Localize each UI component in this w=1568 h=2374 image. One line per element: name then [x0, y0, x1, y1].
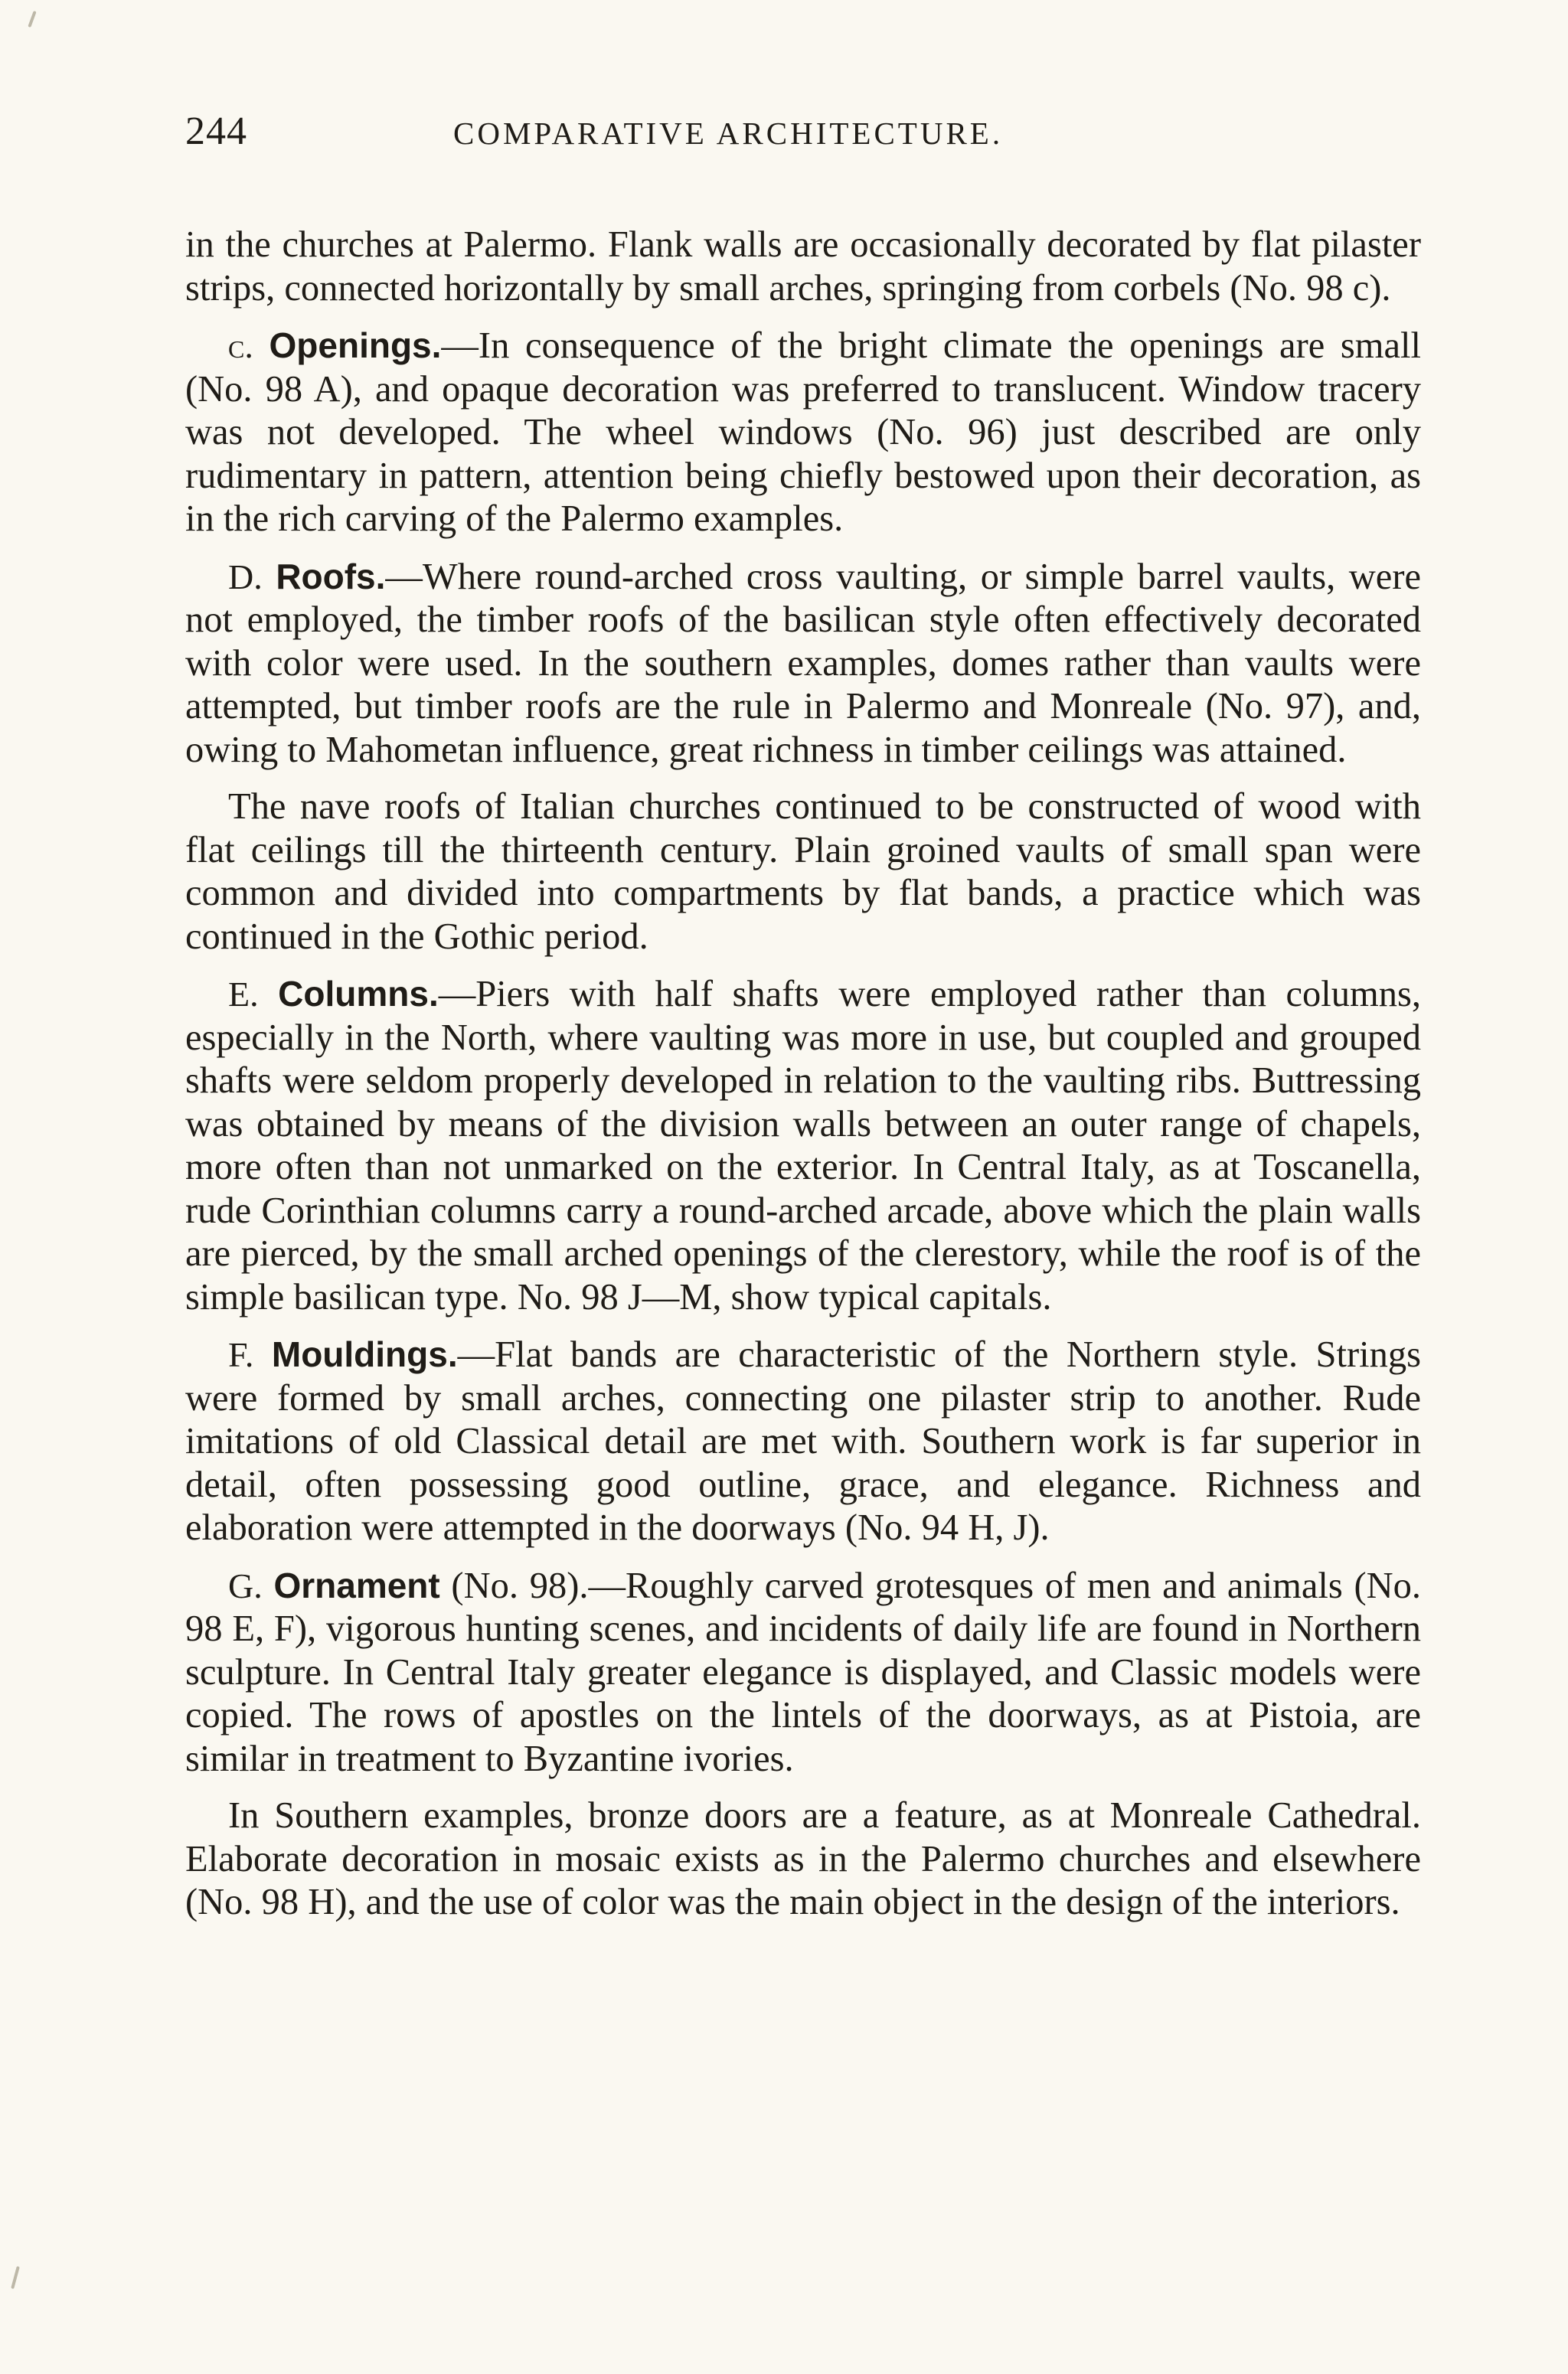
- section-heading: Openings.: [269, 325, 442, 365]
- page-header: [185, 109, 1421, 170]
- section-letter: E.: [228, 975, 259, 1014]
- paper-mark-top: [28, 11, 36, 28]
- section-openings: [185, 324, 1421, 541]
- section-letter: F.: [228, 1335, 254, 1374]
- section-letter: c.: [228, 326, 253, 365]
- book-page: [185, 109, 1421, 1938]
- section-letter: G.: [228, 1566, 263, 1605]
- paragraph-text: in the churches at Palermo. Flank walls are occasionally decorated by flat pilaster strips, connected horizontally by small arches, springing from corbels (No. 98 c).: [185, 224, 1421, 309]
- section-heading: Columns.: [278, 974, 439, 1014]
- section-heading: Ornament: [273, 1565, 440, 1605]
- section-heading: Roofs.: [276, 556, 386, 596]
- paragraph-text: In Southern examples, bronze doors are a feature, as at Monreale Cathedral. Elaborate decoration in mosaic exists as in the Palermo churches and elsewhere (No. 98 H), and the use of color was the main object in the design of the interiors.: [185, 1795, 1421, 1922]
- section-roofs: [185, 555, 1421, 772]
- section-text: —In consequence of the bright climate the openings are small (No. 98 A), and opaque decoration was preferred to translucent. Window tracery was not developed. The wheel windows (No. 96) just described are only rudimentary in pattern, attention being chiefly bestowed upon their decoration, as in the rich carving of the Palermo examples.: [185, 325, 1421, 539]
- paragraph-text: The nave roofs of Italian churches continued to be constructed of wood with flat ceilings till the thirteenth century. Plain groined vaults of small span were common and divided into compartments by flat bands, a practice which was continued in the Gothic period.: [185, 786, 1421, 957]
- section-mouldings: [185, 1333, 1421, 1550]
- section-text: —Piers with half shafts were employed rather than columns, especially in the North, where vaulting was more in use, but coupled and grouped shafts were seldom properly developed in relation to the vaulting ribs. Buttressing was obtained by means of the division walls between an outer range of chapels, more often than not unmarked on the exterior. In Central Italy, as at Toscanella, rude Corinthian columns carry a round-arched arcade, above which the plain walls are pierced, by the small arched openings of the clerestory, while the roof is of the simple basilican type. No. 98 J—M, show typical capitals.: [185, 974, 1421, 1318]
- section-text: (No. 98).—Roughly carved grotesques of men and animals (No. 98 E, F), vigorous hunting scenes, and incidents of daily life are found in Northern sculpture. In Central Italy greater elegance is displayed, and Classic models were copied. The rows of apostles on the lintels of the doorways, as at Pistoia, are similar in treatment to Byzantine ivories.: [185, 1565, 1421, 1779]
- paragraph-flank-walls: [185, 224, 1421, 310]
- section-ornament: [185, 1564, 1421, 1781]
- running-title: COMPARATIVE ARCHITECTURE.: [453, 116, 1004, 151]
- section-letter: D.: [228, 557, 263, 596]
- page-number: 244: [185, 109, 247, 153]
- paper-mark-bottom: [11, 2266, 20, 2289]
- section-text: —Where round-arched cross vaulting, or simple barrel vaults, were not employed, the timber roofs of the basilican style often effectively decorated with color were used. In the southern examples, domes rather than vaults were attempted, but timber roofs are the rule in Palermo and Monreale (No. 97), and, owing to Mahometan influence, great richness in timber ceilings was attained.: [185, 556, 1422, 770]
- section-columns: [185, 972, 1421, 1319]
- paragraph-southern-examples: [185, 1794, 1421, 1925]
- section-text: —Flat bands are characteristic of the Northern style. Strings were formed by small arches, connecting one pilaster strip to another. Rude imitations of old Classical detail are met with. Southern work is far superior in detail, often possessing good outline, grace, and elegance. Richness and elaboration were attempted in the doorways (No. 94 H, J).: [185, 1334, 1421, 1548]
- section-heading: Mouldings.: [271, 1334, 458, 1374]
- paragraph-nave-roofs: [185, 785, 1421, 958]
